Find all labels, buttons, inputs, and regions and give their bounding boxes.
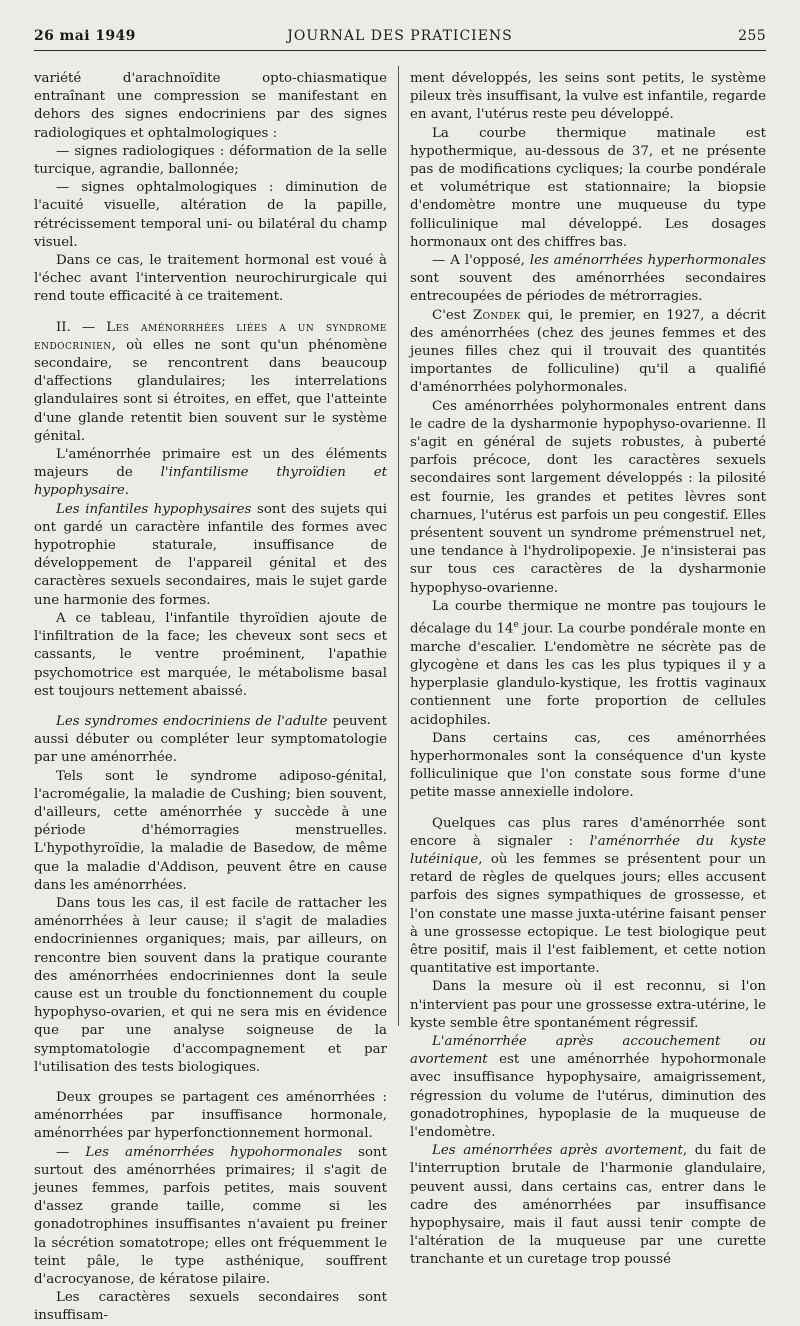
paragraph: — signes radiologiques : déformation de la selle turcique, agrandie, ballonnée; (34, 143, 387, 178)
paragraph: L'aménorrhée primaire est un des éléments majeurs de l'infantilisme thyroïdien et hypophysaire. (34, 447, 387, 499)
issue-date: 26 mai 1949 (34, 28, 136, 44)
paragraph: Dans la mesure où il est reconnu, si l'on n'intervient pas pour une grossesse extra-utérine, le kyste semble être spontanément régressif. (410, 979, 766, 1031)
paragraph: La courbe thermique ne montre pas toujours le décalage du 14e jour. La courbe pondérale monte en marche d'escalier. L'endomètre ne sécrète pas de glycogène et dans les cas les plus typiques il y a hyperplasie glandulo-kystique, les frottis vaginaux contiennent une forte proportion de cellules acidophiles. (410, 598, 766, 728)
paragraph: Les syndromes endocriniens de l'adulte peuvent aussi débuter ou compléter leur symptomatologie par une aménorrhée. (34, 713, 387, 766)
paragraph: A ce tableau, l'infantile thyroïdien ajoute de l'infiltration de la face; les cheveux sont secs et cassants, le ventre proéminent, l'apathie psychomotrice est marquée, le métabolisme basal est toujours nettement abaissé. (34, 610, 387, 699)
paragraph: II. — Les aménorrhées liées a un syndrome endocrinien, où elles ne sont qu'un phénomène secondaire, se rencontrent dans beaucoup d'affections glandulaires; les interrelations glandulaires sont si étroites, en effet, que l'atteinte d'une glande retentit bien souvent sur le système génital. (34, 319, 387, 444)
paragraph: variété d'arachnoïdite opto-chiasmatique entraînant une compression se manifestant en dehors des signes endocriniens par des signes radiologiques et ophtalmologiques : (34, 71, 387, 141)
paragraph: ment développés, les seins sont petits, le système pileux très insuffisant, la vulve est infantile, regarde en avant, l'utérus reste peu développé. (410, 71, 766, 123)
paragraph: La courbe thermique matinale est hypothermique, au-dessous de 37, et ne présente pas de modifications cycliques; la courbe pondérale et volumétrique est stationnaire; la biopsie d'endomètre montre une muqueuse du type folliculinique mal développé. Les dosages hormonaux ont des chiffres bas. (410, 125, 766, 250)
column-divider (398, 66, 399, 1026)
paragraph: — signes ophtalmologiques : diminution de l'acuité visuelle, altération de la papille, rétrécissement temporal uni- ou bilatéral du champ visuel. (34, 180, 387, 250)
journal-title: JOURNAL DES PRATICIENS (287, 28, 513, 44)
running-header (34, 26, 766, 51)
paragraph: Dans certains cas, ces aménorrhées hyperhormonales sont la conséquence d'un kyste folliculinique que l'on constate sous forme d'une petite masse annexielle indolore. (410, 730, 766, 801)
paragraph: Tels sont le syndrome adiposo-génital, l'acromégalie, la maladie de Cushing; bien souvent, d'ailleurs, cette aménorrhée y succède à une période d'hémorragies menstruelles. L'hypothyroïdie, la maladie de Basedow, de même que la maladie d'Addison, peuvent être en cause dans les aménorrhées. (34, 768, 387, 893)
paragraph: Les caractères sexuels secondaires sont insuffisam- (34, 1290, 387, 1324)
page-number: 255 (738, 28, 766, 44)
paragraph: Quelques cas plus rares d'aménorrhée sont encore à signaler : l'aménorrhée du kyste lutéinique, où les femmes se présentent pour un retard de règles de quelques jours; elles accusent parfois des signes sympathiques de grossesse, et l'on constate une masse juxta-utérine faisant penser à une grossesse ectopique. Le test biologique peut être positif, mais il l'est faiblement, et cette notion quantitative est importante. (410, 815, 766, 977)
paragraph: Deux groupes se partagent ces aménorrhées : aménorrhées par insuffisance hormonale, aménorrhées par hyperfonctionnement hormonal. (34, 1089, 387, 1142)
paragraph: C'est Zondek qui, le premier, en 1927, a décrit des aménorrhées (chez des jeunes femmes et des jeunes filles chez qui il trouvait des quantités importantes de folliculine) qu'il a qualifié d'aménorrhées polyhormonales. (410, 307, 766, 396)
paragraph: Les infantiles hypophysaires sont des sujets qui ont gardé un caractère infantile des formes avec hypotrophie staturale, insuffisance de développement de l'appareil génital et des caractères sexuels secondaires, mais le sujet garde une harmonie des formes. (34, 501, 387, 608)
paragraph: Les aménorrhées après avortement, du fait de l'interruption brutale de l'harmonie glandulaire, peuvent aussi, dans certains cas, entrer dans le cadre des aménorrhées par insuffisance hypophysaire, mais il faut aussi tenir compte de l'altération de la muqueuse par une curette tranchante et un curetage trop poussé (410, 1143, 766, 1268)
paragraph: Dans tous les cas, il est facile de rattacher les aménorrhées à leur cause; il s'agit de maladies endocriniennes organiques; mais, par ailleurs, on rencontre bien souvent dans la pratique courante des aménorrhées endocriniennes dont la seule cause est un trouble du fonctionnement du couple hypophyso-ovarien, et qui ne sera mis en évidence que par une analyse soigneuse de la symptomatologie d'accompagnement et par l'utilisation des tests biologiques. (34, 895, 387, 1075)
right-column (410, 70, 766, 1270)
left-column (34, 70, 387, 1326)
paragraph: Ces aménorrhées polyhormonales entrent dans le cadre de la dysharmonie hypophyso-ovarienne. Il s'agit en général de sujets robustes, à puberté parfois précoce, dont les caractères sexuels secondaires sont largement développés : la pilosité est fournie, les grandes et petites lèvres sont charnues, l'utérus est parfois un peu congestif. Elles présentent souvent un syndrome prémenstruel net, une tendance à l'hydrolipopexie. Je n'insisterai pas sur tous ces caractères de la dysharmonie hypophyso-ovarienne. (410, 398, 766, 596)
paragraph: Dans ce cas, le traitement hormonal est voué à l'échec avant l'intervention neurochirurgicale qui rend toute efficacité à ce traitement. (34, 253, 387, 305)
paragraph: — A l'opposé, les aménorrhées hyperhormonales sont souvent des aménorrhées secondaires entrecoupées de périodes de métrorragies. (410, 253, 766, 305)
paragraph: — Les aménorrhées hypohormonales sont surtout des aménorrhées primaires; il s'agit de jeunes femmes, parfois petites, mais souvent d'assez grande taille, comme si les gonadotrophines insuffisantes n'avaient pu freiner la sécrétion somatotrope; elles ont fréquemment le teint pâle, le type asthénique, souffrent d'acrocyanose, de kératose pilaire. (34, 1144, 387, 1287)
paragraph: L'aménorrhée après accouchement ou avortement est une aménorrhée hypohormonale avec insuffisance hypophysaire, amaigrissement, régression du volume de l'utérus, diminution des gonadotrophines, hypoplasie de la muqueuse de l'endomètre. (410, 1034, 766, 1141)
